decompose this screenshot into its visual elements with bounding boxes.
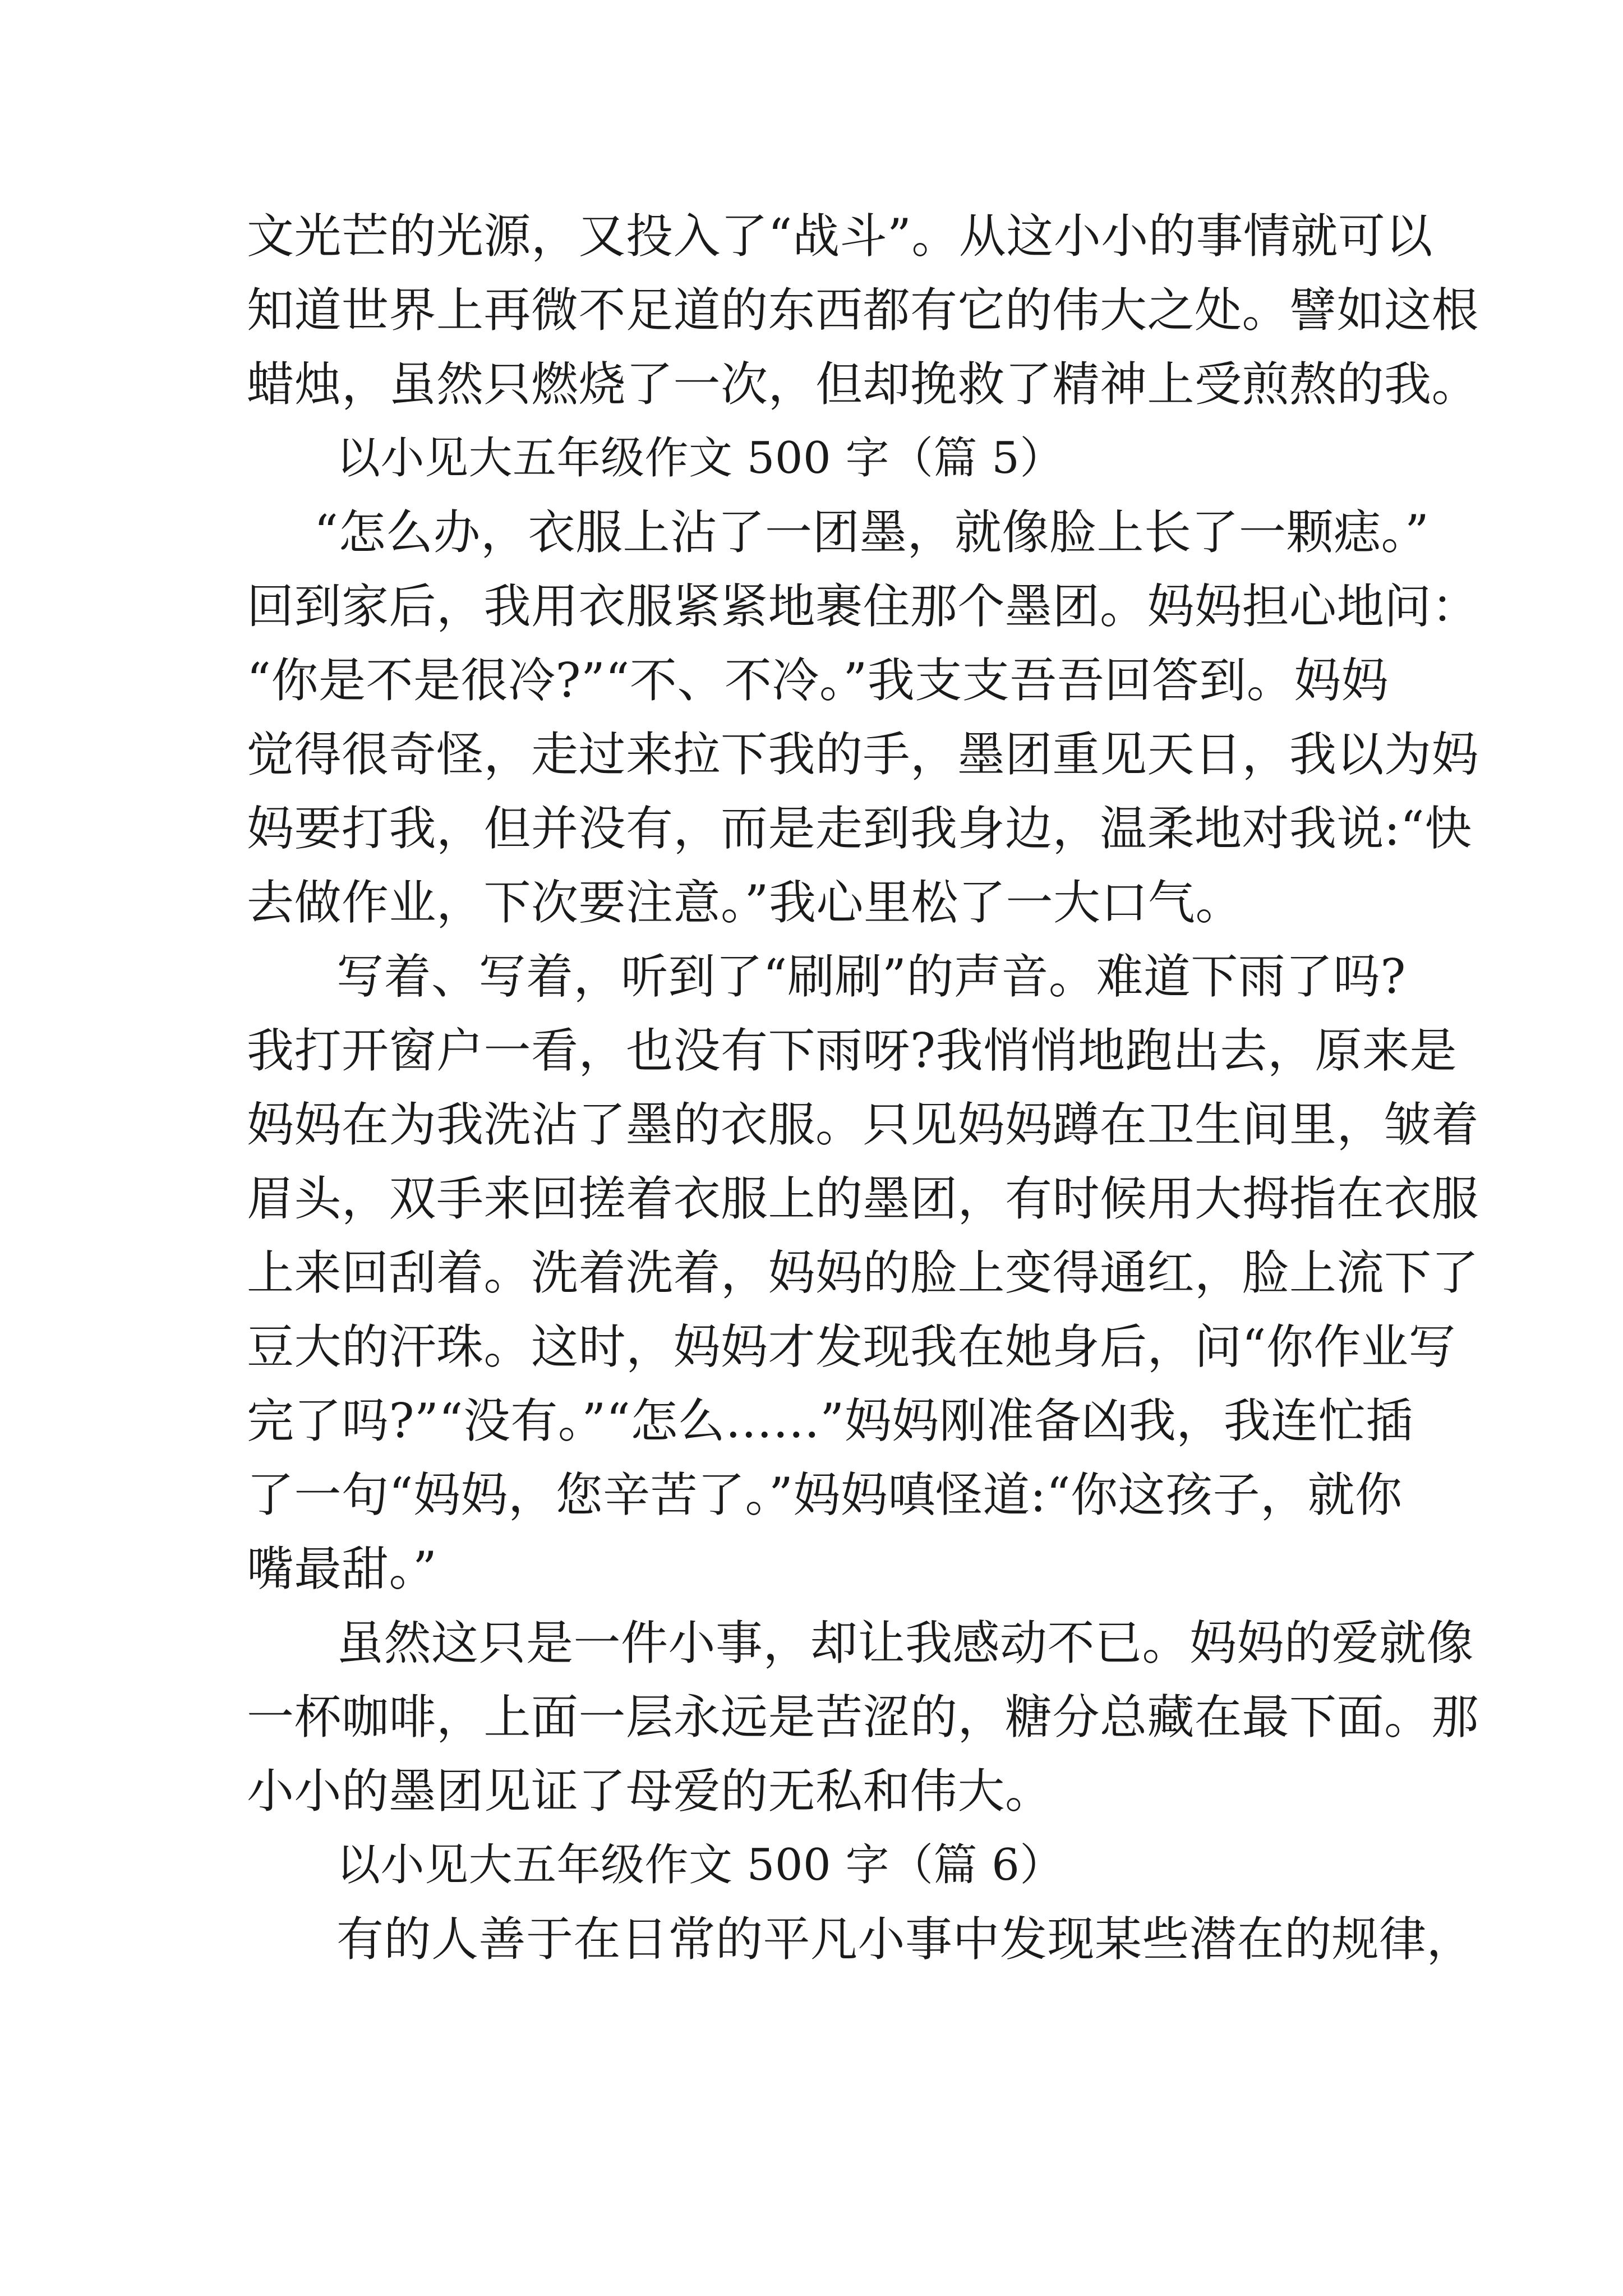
text-line: 有的人善于在日常的平凡小事中发现某些潜在的规律， bbox=[336, 1912, 1474, 1967]
text-line: 去做作业，下次要注意。”我心里松了一大口气。 bbox=[247, 875, 1243, 930]
text-line: 回到家后，我用衣服紧紧地裹住那个墨团。妈妈担心地问： bbox=[247, 579, 1479, 634]
text-line: 上来回刮着。洗着洗着，妈妈的脸上变得通红，脸上流下了 bbox=[247, 1245, 1479, 1300]
text-line: 豆大的汗珠。这时，妈妈才发现我在她身后，问“你作业写 bbox=[247, 1319, 1456, 1374]
text-line: 我打开窗户一看，也没有下雨呀?我悄悄地跑出去，原来是 bbox=[247, 1023, 1458, 1078]
text-line: 一杯咖啡，上面一层永远是苦涩的，糖分总藏在最下面。那 bbox=[247, 1690, 1479, 1745]
text-line: 虽然这只是一件小事，却让我感动不已。妈妈的爱就像 bbox=[336, 1616, 1474, 1671]
text-line: 完了吗?”“没有。”“怎么……”妈妈刚准备凶我，我连忙插 bbox=[247, 1393, 1413, 1448]
body-text bbox=[247, 199, 1479, 1976]
section-heading: 以小见大五年级作文 500 字（篇 6） bbox=[336, 1840, 1064, 1890]
text-line: “你是不是很冷?”“不、不冷。”我支支吾吾回答到。妈妈 bbox=[247, 653, 1389, 708]
text-line: 了一句“妈妈，您辛苦了。”妈妈嗔怪道:“你这孩子，就你 bbox=[247, 1467, 1403, 1522]
text-line: 妈妈在为我洗沾了墨的衣服。只见妈妈蹲在卫生间里，皱着 bbox=[247, 1097, 1479, 1152]
text-line: 文光芒的光源，又投入了“战斗”。从这小小的事情就可以 bbox=[247, 209, 1433, 264]
text-line: 写着、写着，听到了“刷刷”的声音。难道下雨了吗? bbox=[336, 949, 1406, 1004]
text-line: 小小的墨团见证了母爱的无私和伟大。 bbox=[247, 1764, 1053, 1819]
text-line: 知道世界上再微不足道的东西都有它的伟大之处。譬如这根 bbox=[247, 283, 1479, 338]
text-line: 眉头，双手来回搓着衣服上的墨团，有时候用大拇指在衣服 bbox=[247, 1171, 1479, 1226]
text-line: “怎么办，衣服上沾了一团墨，就像脸上长了一颗痣。” bbox=[314, 505, 1430, 560]
section-heading: 以小见大五年级作文 500 字（篇 5） bbox=[336, 433, 1064, 484]
text-line: 嘴最甜。” bbox=[247, 1542, 437, 1596]
text-line: 觉得很奇怪，走过来拉下我的手，墨团重见天日，我以为妈 bbox=[247, 727, 1479, 782]
text-line: 妈要打我，但并没有，而是走到我身边，温柔地对我说:“快 bbox=[247, 801, 1472, 856]
text-line: 蜡烛，虽然只燃烧了一次，但却挽救了精神上受煎熬的我。 bbox=[247, 357, 1479, 412]
